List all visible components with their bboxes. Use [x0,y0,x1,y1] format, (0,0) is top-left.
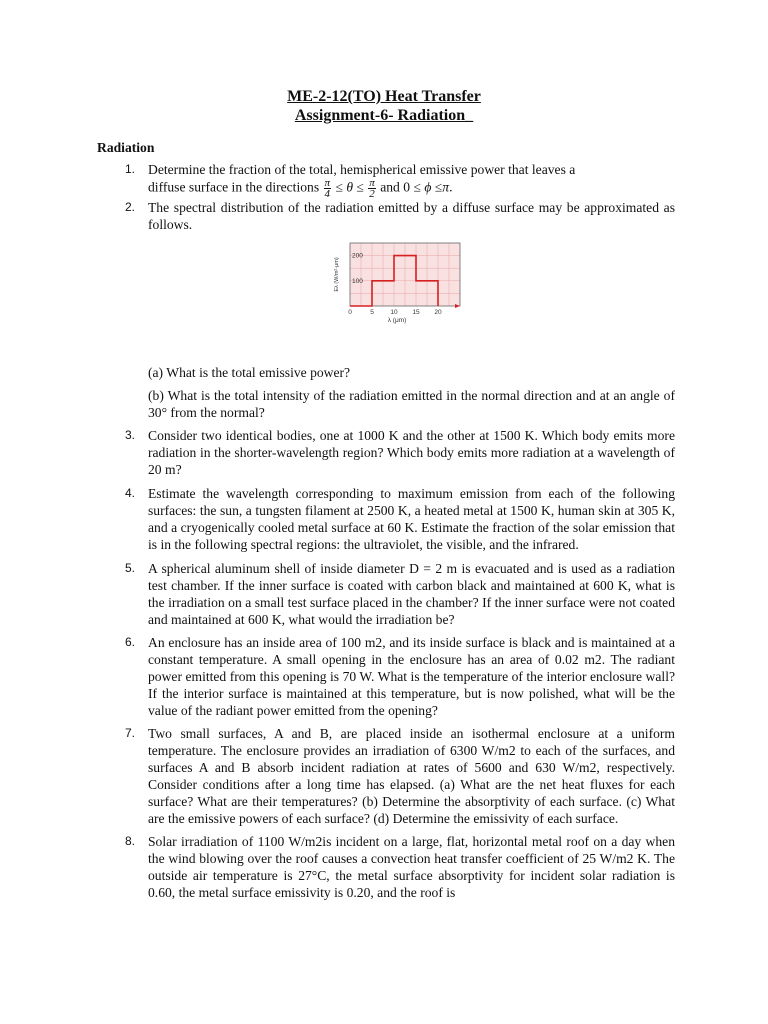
x-tick-label: 10 [390,309,398,316]
y-tick-label: 200 [352,252,363,260]
question-1: 1. Determine the fraction of the total, hemispherical emissive power that leaves a diffuse surface in the directions $\frac{\pi}{4}$ ≤ θ ≤ $\frac{\pi}{2}$ and 0 ≤ ϕ ≤π. [125,162,576,200]
assignment-title: Assignment-6- Radiation_ [294,107,474,124]
question-6 [97,634,675,719]
question-text: The spectral distribution of the radiation emitted by a diffuse surface may be approximated as follows. [148,200,675,232]
fraction-pi-over-4: $\frac{\pi}{4}$ [324,177,331,200]
sub-question-a: (a) What is the total emissive power? [148,365,351,380]
spectral-chart [148,233,675,358]
question-number: 5. [125,561,136,575]
section-heading: Radiation [97,140,155,155]
question-text: Determine the fraction of the total, hemispherical emissive power that leaves a [148,162,576,177]
question-4 [97,485,675,553]
x-tick-label: 15 [412,309,420,316]
y-axis-label: Eλ (W/m²·μm) [334,257,340,292]
question-text: An enclosure has an inside area of 100 m2, and its inside surface is black and is maintained at a constant temperature. A small opening in the enclosure has an area of 0.02 m2. The radiant power emitted from this opening is 70 W. What is the temperature of the interior enclosure wall? If the interior surface is maintained at this temperature, but is now polished, what will be the value of the radiant power emitted from the opening? [148,635,675,718]
question-number: 8. [125,834,136,848]
question-number: 1. [125,162,136,176]
x-tick-label: 5 [370,309,374,316]
question-text: Solar irradiation of 1100 W/m2is incident on a large, flat, horizontal metal roof on a day when the wind blowing over the roof causes a convection heat transfer coefficient of 25 W/m2 K. The outside air temperature is 27°C, the metal surface absorptivity for incident solar radiation is 0.60, the metal surface emissivity is 0.20, and the roof is [148,834,675,900]
question-number: 6. [125,635,136,649]
question-text: Two small surfaces, A and B, are placed inside an isothermal enclosure at a uniform temperature. The enclosure provides an irradiation of 6300 W/m2 to each of the surfaces, and surfaces A and B absorb incident radiation at rates of 5600 and 630 W/m2, respectively. Consider conditions after a long time has elapsed. (a) What are the net heat fluxes for each surface? What are their temperatures? (b) Determine the absorptivity of each surface. (c) What are the emissive powers of each surface? (d) Determine the emissivity of each surface. [148,726,675,826]
document-title [0,87,768,125]
question-2 [97,199,675,421]
question-number: 4. [125,486,136,500]
course-title: ME-2-12(TO) Heat Transfer [287,88,481,105]
question-number: 7. [125,726,136,740]
question-8 [97,833,675,901]
question-text: Estimate the wavelength corresponding to maximum emission from each of the following surfaces: the sun, a tungsten filament at 2500 K, a heated metal at 1500 K, human skin at 305 K, and a cryogenically cooled metal surface at 60 K. Estimate the fraction of the solar emission that is in the following spectral regions: the ultraviolet, the visible, and the infrared. [148,486,675,552]
question-7 [97,725,675,827]
question-number: 3. [125,428,136,442]
question-list [97,161,675,901]
question-text: A spherical aluminum shell of inside diameter D = 2 m is evacuated and is used as a radiation test chamber. If the inner surface is coated with carbon black and maintained at 600 K, what is the irradiation on a small test surface placed in the chamber? If the inner surface were not coated and maintained at 600 K, what would the irradiation be? [148,561,675,627]
x-axis-label: λ (μm) [387,317,407,324]
question-number: 2. [125,200,136,214]
x-tick-label: 20 [434,309,442,316]
question-3 [97,427,675,478]
y-tick-label: 100 [352,277,363,285]
spectral-distribution-chart [331,239,471,329]
fraction-pi-over-2: $\frac{\pi}{2}$ [369,177,375,200]
question-5 [97,560,675,628]
x-tick-label: 0 [348,309,352,316]
sub-question-b: (b) What is the total intensity of the radiation emitted in the normal direction and at an angle of 30° from the normal? [148,388,675,420]
question-text: diffuse surface in the directions [148,179,320,195]
question-text: Consider two identical bodies, one at 1000 K and the other at 1500 K. Which body emits more radiation in the shorter-wavelength region? Which body emits more radiation at a wavelength of 20 m? [148,428,675,477]
